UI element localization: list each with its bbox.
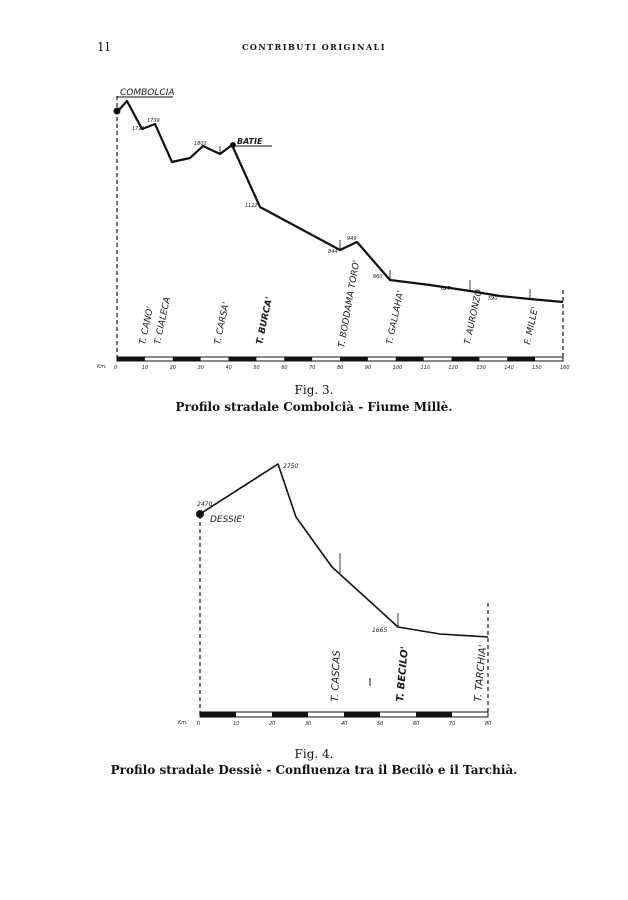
- start-point-marker: [196, 510, 204, 518]
- axis-tick-label: 140: [504, 365, 514, 371]
- axis-tick-label: 50: [377, 721, 384, 727]
- axis-tick-label: 150: [532, 365, 542, 371]
- axis-tick-label: 80: [337, 365, 344, 371]
- axis-tick-label: 0: [114, 365, 118, 371]
- start-point-marker: [114, 108, 121, 115]
- scale-segment: [396, 357, 424, 361]
- stream-label: F. MILLE': [523, 306, 541, 346]
- axis-tick-label: 10: [233, 721, 240, 727]
- axis-tick-label: 100: [392, 365, 403, 371]
- figure-3-caption: Profilo stradale Combolcià - Fiume Millè.: [175, 400, 453, 414]
- elevation-label: 590: [488, 296, 498, 302]
- axis-tick-label: 20: [169, 365, 177, 371]
- scale-segment: [272, 712, 308, 717]
- scale-segment: [340, 357, 368, 361]
- profile-line: [117, 101, 563, 302]
- figure-3-number: Fig. 3.: [294, 383, 334, 397]
- page-number: 1l: [97, 40, 111, 54]
- stream-label: T. CARSA': [213, 301, 232, 346]
- running-header: CONTRIBUTI ORIGINALI: [241, 42, 387, 52]
- axis-tick-label: 130: [476, 365, 486, 371]
- scale-segment: [507, 357, 535, 361]
- axis-tick-label: 70: [449, 721, 456, 727]
- batie-marker: [230, 142, 236, 148]
- axis-tick-label: 70: [309, 365, 316, 371]
- axis-tick-label: 0: [197, 721, 201, 727]
- profile-line: [200, 464, 488, 637]
- scale-segment: [284, 357, 312, 361]
- elevation-label: 2470: [197, 501, 213, 508]
- axis-tick-label: 110: [420, 365, 431, 371]
- batie-label: BATIE: [237, 137, 263, 146]
- stream-label: T. CANO': [138, 305, 157, 346]
- scale-segment: [173, 357, 201, 361]
- elevation-label: 2750: [283, 463, 299, 470]
- axis-tick-label: 90: [364, 365, 372, 371]
- stream-label: T. AURONZO: [463, 288, 485, 346]
- elevation-label: 1803: [194, 141, 207, 147]
- km-label: Km.: [97, 364, 107, 370]
- stream-label: T. BURCA': [255, 296, 276, 346]
- figure-4-road-profile: [0, 455, 628, 735]
- elevation-label: 1721: [132, 126, 145, 132]
- axis-tick-label: 10: [141, 365, 149, 371]
- axis-tick-label: 30: [305, 721, 312, 727]
- axis-tick-label: 40: [341, 721, 348, 727]
- start-label: DESSIE': [210, 515, 245, 525]
- elevation-label: 949: [347, 236, 357, 242]
- stream-label: T. BECILO': [395, 646, 411, 703]
- scale-segment: [117, 357, 145, 361]
- elevation-label: 844: [328, 249, 338, 255]
- axis-tick-label: 40: [225, 365, 232, 371]
- axis-tick-label: 60: [413, 721, 420, 727]
- elevation-label: 627: [441, 286, 451, 292]
- figure-4-number: Fig. 4.: [294, 747, 334, 761]
- distance-scale-bar: [117, 357, 563, 361]
- axis-ticks: [114, 365, 570, 371]
- axis-tick-label: 120: [448, 365, 459, 371]
- stream-label: T. GALLAHA': [385, 289, 407, 346]
- km-label: Km.: [178, 720, 188, 726]
- axis-tick-label: 80: [485, 721, 492, 727]
- elevation-label: 1739: [147, 118, 160, 124]
- scale-segment: [200, 712, 236, 717]
- elevation-label: 660: [373, 274, 383, 280]
- figure-4-caption: Profilo stradale Dessiè - Confluenza tra il Becilò e il Tarchià.: [110, 763, 518, 777]
- axis-ticks: [197, 721, 491, 727]
- axis-tick-label: 160: [560, 365, 570, 371]
- stream-label: T. TARCHIA': [473, 644, 489, 703]
- axis-tick-label: 60: [281, 365, 288, 371]
- scale-segment: [416, 712, 452, 717]
- elevation-label: 1122: [245, 203, 258, 209]
- axis-tick-label: 20: [269, 721, 276, 727]
- scale-segment: [229, 357, 257, 361]
- stream-label: T. CIALECA: [153, 296, 173, 346]
- scale-segment: [344, 712, 380, 717]
- stream-label: T. BODDAMA TORO': [337, 259, 363, 349]
- figure-3-road-profile: [0, 70, 628, 380]
- axis-tick-label: 50: [253, 365, 260, 371]
- scale-segment: [452, 357, 480, 361]
- axis-tick-label: 30: [197, 365, 204, 371]
- distance-scale-bar: [200, 712, 488, 717]
- stream-label: T. CASCAS: [330, 650, 343, 703]
- elevation-label: 1665: [372, 627, 388, 634]
- start-label: COMBOLCIA: [120, 88, 175, 98]
